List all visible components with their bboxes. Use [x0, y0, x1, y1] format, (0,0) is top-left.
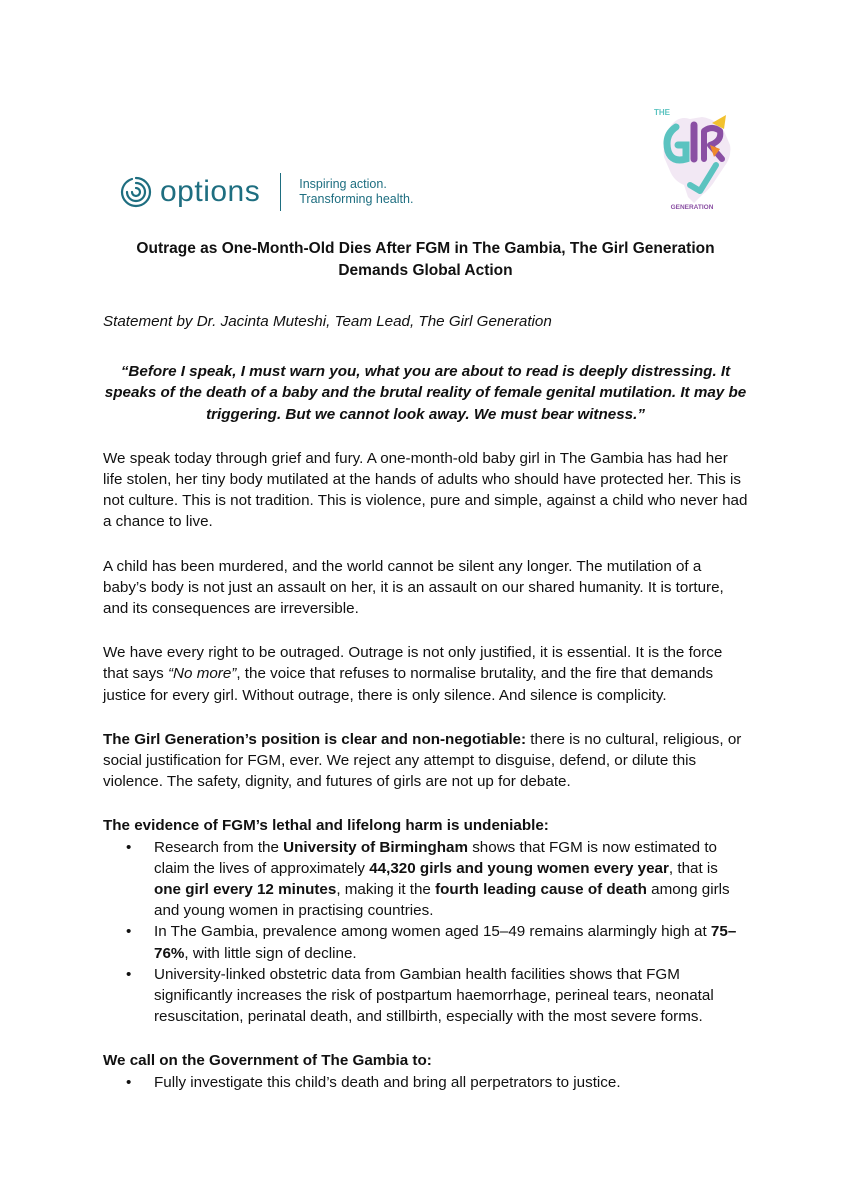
no-more-phrase: “No more” — [168, 665, 237, 683]
text: In The Gambia, prevalence among women aged 15–49 remains alarmingly high at — [154, 923, 711, 941]
logo-divider — [280, 173, 281, 211]
bold-text: 44,320 girls and young women every year — [369, 859, 669, 877]
header-logos — [0, 0, 849, 230]
bold-text: one girl every 12 minutes — [154, 881, 337, 899]
list-item: • University-linked obstetric data from Gambian health facilities shows that FGM significantly increases the risk of postpartum haemorrhage, perineal tears, neonatal resuscitation, perinatal death, and stillbirth, especially with the most severe forms. — [103, 964, 748, 1028]
bold-text: University of Birmingham — [283, 838, 468, 856]
text: shows that FGM is now estimated to claim the lives of approximately — [154, 838, 717, 877]
list-item: • Fully investigate this child’s death and bring all perpetrators to justice. — [103, 1072, 748, 1093]
girl-logo-the: THE — [654, 108, 670, 117]
document-body — [103, 238, 748, 1093]
call-heading: We call on the Government of The Gambia to: — [103, 1052, 432, 1070]
paragraph-3-part-2: , the voice that refuses to normalise brutality, and the fire that demands justice for every girl. Without outrage, there is only silence. And silence is complicity. — [103, 665, 714, 704]
options-wordmark: options — [160, 175, 261, 208]
options-tagline-line-1: Inspiring action. — [299, 177, 387, 191]
paragraph-3 — [103, 642, 748, 706]
call-list — [103, 1072, 748, 1093]
warning-quote: “Before I speak, I must warn you, what you are about to read is deeply distressing. It speaks of the death of a baby and the brutal reality of female genital mutilation. It may be triggering. But we cannot look away. We must bear witness.” — [104, 363, 747, 423]
paragraph-2: A child has been murdered, and the world cannot be silent any longer. The mutilation of a baby’s body is not just an assault on her, it is an assault on our shared humanity. It is torture, and its consequences are irreversible. — [103, 557, 724, 618]
options-tagline — [299, 177, 413, 207]
text: Research from the — [154, 838, 284, 856]
text: , that is — [668, 859, 718, 877]
text: among girls and young women in practising countries. — [154, 881, 730, 920]
options-logo — [118, 170, 413, 214]
list-item — [103, 837, 748, 922]
evidence-heading: The evidence of FGM’s lethal and lifelong harm is undeniable: — [103, 817, 549, 835]
paragraph-4-rest: there is no cultural, religious, or social justification for FGM, ever. We reject any attempt to disguise, defend, or dilute this violence. The safety, dignity, and futures of girls are not up for debate. — [103, 730, 742, 791]
text: , making it the — [336, 881, 436, 899]
options-tagline-line-2: Transforming health. — [299, 192, 414, 206]
position-statement: The Girl Generation’s position is clear and non-negotiable: — [103, 730, 527, 748]
girl-generation-logo — [650, 105, 735, 215]
statement-byline: Statement by Dr. Jacinta Muteshi, Team Lead, The Girl Generation — [103, 313, 552, 330]
bold-text: 75–76% — [154, 923, 737, 962]
options-swirl-icon — [118, 174, 154, 210]
evidence-list — [103, 837, 748, 1028]
girl-logo-generation: GENERATION — [670, 204, 714, 211]
paragraph-4 — [103, 729, 748, 793]
page-title: Outrage as One-Month-Old Dies After FGM in The Gambia, The Girl Generation Demands Global Action — [136, 240, 715, 279]
paragraph-3-part-1: We have every right to be outraged. Outrage is not only justified, it is essential. It is the force that says — [103, 644, 723, 683]
list-item — [103, 921, 748, 963]
text: , with little sign of decline. — [184, 944, 357, 962]
bold-text: fourth leading cause of death — [435, 881, 647, 899]
paragraph-1: We speak today through grief and fury. A one-month-old baby girl in The Gambia has had her life stolen, her tiny body mutilated at the hands of adults who should have protected her. This is not culture. This is not tradition. This is violence, pure and simple, against a child who never had a chance to live. — [103, 449, 748, 531]
